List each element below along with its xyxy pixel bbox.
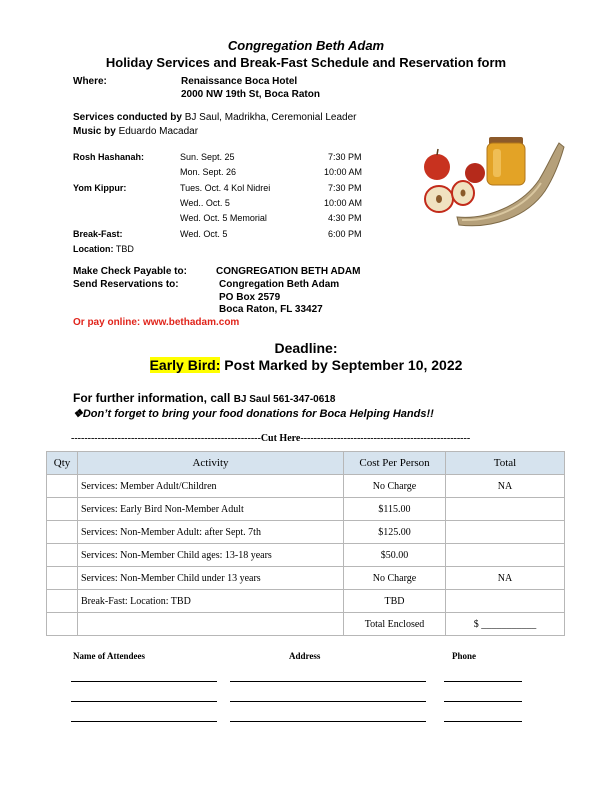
attendee-name-field[interactable] <box>71 721 217 722</box>
location-value: TBD <box>115 244 134 254</box>
donation-reminder: ❖Don’t forget to bring your food donations for Boca Helping Hands!! <box>73 408 434 420</box>
qty-cell[interactable] <box>47 567 78 590</box>
schedule-time: 6:00 PM <box>328 229 362 239</box>
attendee-phone-header: Phone <box>452 651 477 661</box>
table-row <box>47 475 565 498</box>
schedule-date: Mon. Sept. 26 <box>180 167 237 177</box>
total-cell[interactable] <box>446 498 565 521</box>
org-title: Congregation Beth Adam <box>227 38 385 53</box>
schedule-date: Wed. Oct. 5 <box>180 229 228 239</box>
schedule-event: Rosh Hashanah: <box>73 152 145 162</box>
total-cell[interactable] <box>446 544 565 567</box>
attendee-address-header: Address <box>289 651 321 661</box>
schedule-date: Wed.. Oct. 5 <box>180 198 230 208</box>
table-header-row <box>47 452 565 475</box>
schedule-time: 10:00 AM <box>324 167 363 177</box>
total-enclosed-label: Total Enclosed <box>344 613 446 636</box>
services-line <box>73 112 356 123</box>
qty-cell[interactable] <box>47 544 78 567</box>
schedule-time: 7:30 PM <box>328 183 362 193</box>
table-row <box>47 544 565 567</box>
cut-here-line: ---------------------------------------------------------Cut Here--------------------------------------------------- <box>71 433 471 444</box>
schedule-event: Yom Kippur: <box>73 183 127 193</box>
attendee-phone-field[interactable] <box>444 721 522 722</box>
online-payment-link[interactable]: Or pay online: www.bethadam.com <box>73 317 240 328</box>
empty-cell <box>78 613 344 636</box>
total-enclosed-row <box>47 613 565 636</box>
activity-cell: Services: Member Adult/Children <box>78 475 344 498</box>
attendee-name-field[interactable] <box>71 701 217 702</box>
early-bird-line <box>0 357 612 373</box>
reservation-table <box>46 451 565 636</box>
cost-cell: $125.00 <box>344 521 446 544</box>
total-cell[interactable] <box>446 521 565 544</box>
cost-cell: No Charge <box>344 567 446 590</box>
check-payee: CONGREGATION BETH ADAM <box>216 266 361 277</box>
table-row <box>47 590 565 613</box>
attendee-address-field[interactable] <box>230 681 426 682</box>
schedule-time: 10:00 AM <box>324 198 363 208</box>
deadline-text: Post Marked by September 10, 2022 <box>220 357 463 373</box>
activity-cell: Services: Early Bird Non-Member Adult <box>78 498 344 521</box>
total-header: Total <box>446 452 565 475</box>
venue-address: 2000 NW 19th St, Boca Raton <box>181 89 320 100</box>
cost-cell: $115.00 <box>344 498 446 521</box>
activity-cell: Services: Non-Member Child under 13 years <box>78 567 344 590</box>
location-label: Location: <box>73 244 114 254</box>
info-prefix: For further information, call <box>73 391 234 405</box>
where-label: Where: <box>73 76 107 87</box>
schedule-event: Break-Fast: <box>73 229 123 239</box>
qty-header: Qty <box>47 452 78 475</box>
total-cell[interactable]: NA <box>446 475 565 498</box>
qty-cell[interactable] <box>47 498 78 521</box>
mail-po-box: PO Box 2579 <box>219 292 281 303</box>
qty-cell[interactable] <box>47 475 78 498</box>
activity-header: Activity <box>78 452 344 475</box>
attendee-name-header: Name of Attendees <box>73 651 145 661</box>
cost-cell: TBD <box>344 590 446 613</box>
send-label: Send Reservations to: <box>73 279 179 290</box>
deadline-title: Deadline: <box>274 340 338 356</box>
schedule-time: 4:30 PM <box>328 213 362 223</box>
services-label: Services conducted by <box>73 112 182 123</box>
schedule-time: 7:30 PM <box>328 152 362 162</box>
venue-name: Renaissance Boca Hotel <box>181 76 298 87</box>
check-label: Make Check Payable to: <box>73 266 187 277</box>
music-line <box>73 126 198 137</box>
early-bird-highlight: Early Bird: <box>149 357 221 373</box>
info-line <box>73 391 335 405</box>
schedule-date: Tues. Oct. 4 Kol Nidrei <box>180 183 271 193</box>
attendee-address-field[interactable] <box>230 721 426 722</box>
total-enclosed-field[interactable]: $ ___________ <box>446 613 565 636</box>
info-contact: BJ Saul 561-347-0618 <box>233 394 336 405</box>
attendee-phone-field[interactable] <box>444 701 522 702</box>
activity-cell: Services: Non-Member Child ages: 13-18 years <box>78 544 344 567</box>
cost-header: Cost Per Person <box>344 452 446 475</box>
attendee-address-field[interactable] <box>230 701 426 702</box>
attendee-name-field[interactable] <box>71 681 217 682</box>
mail-name: Congregation Beth Adam <box>219 279 340 290</box>
attendee-phone-field[interactable] <box>444 681 522 682</box>
music-label: Music by <box>73 126 116 137</box>
services-value: BJ Saul, Madrikha, Ceremonial Leader <box>184 112 357 123</box>
qty-cell[interactable] <box>47 521 78 544</box>
holiday-food-illustration <box>417 125 567 233</box>
schedule-date: Wed. Oct. 5 Memorial <box>180 213 267 223</box>
activity-cell: Break-Fast: Location: TBD <box>78 590 344 613</box>
qty-cell <box>47 613 78 636</box>
music-value: Eduardo Macadar <box>118 126 199 137</box>
qty-cell[interactable] <box>47 590 78 613</box>
total-cell[interactable] <box>446 590 565 613</box>
activity-cell: Services: Non-Member Adult: after Sept. 7th <box>78 521 344 544</box>
cost-cell: $50.00 <box>344 544 446 567</box>
table-row <box>47 521 565 544</box>
total-cell[interactable]: NA <box>446 567 565 590</box>
mail-city: Boca Raton, FL 33427 <box>219 304 323 315</box>
location-line <box>73 244 134 254</box>
form-subtitle: Holiday Services and Break-Fast Schedule and Reservation form <box>105 55 507 70</box>
table-row <box>47 498 565 521</box>
table-row <box>47 567 565 590</box>
cost-cell: No Charge <box>344 475 446 498</box>
schedule-date: Sun. Sept. 25 <box>180 152 235 162</box>
